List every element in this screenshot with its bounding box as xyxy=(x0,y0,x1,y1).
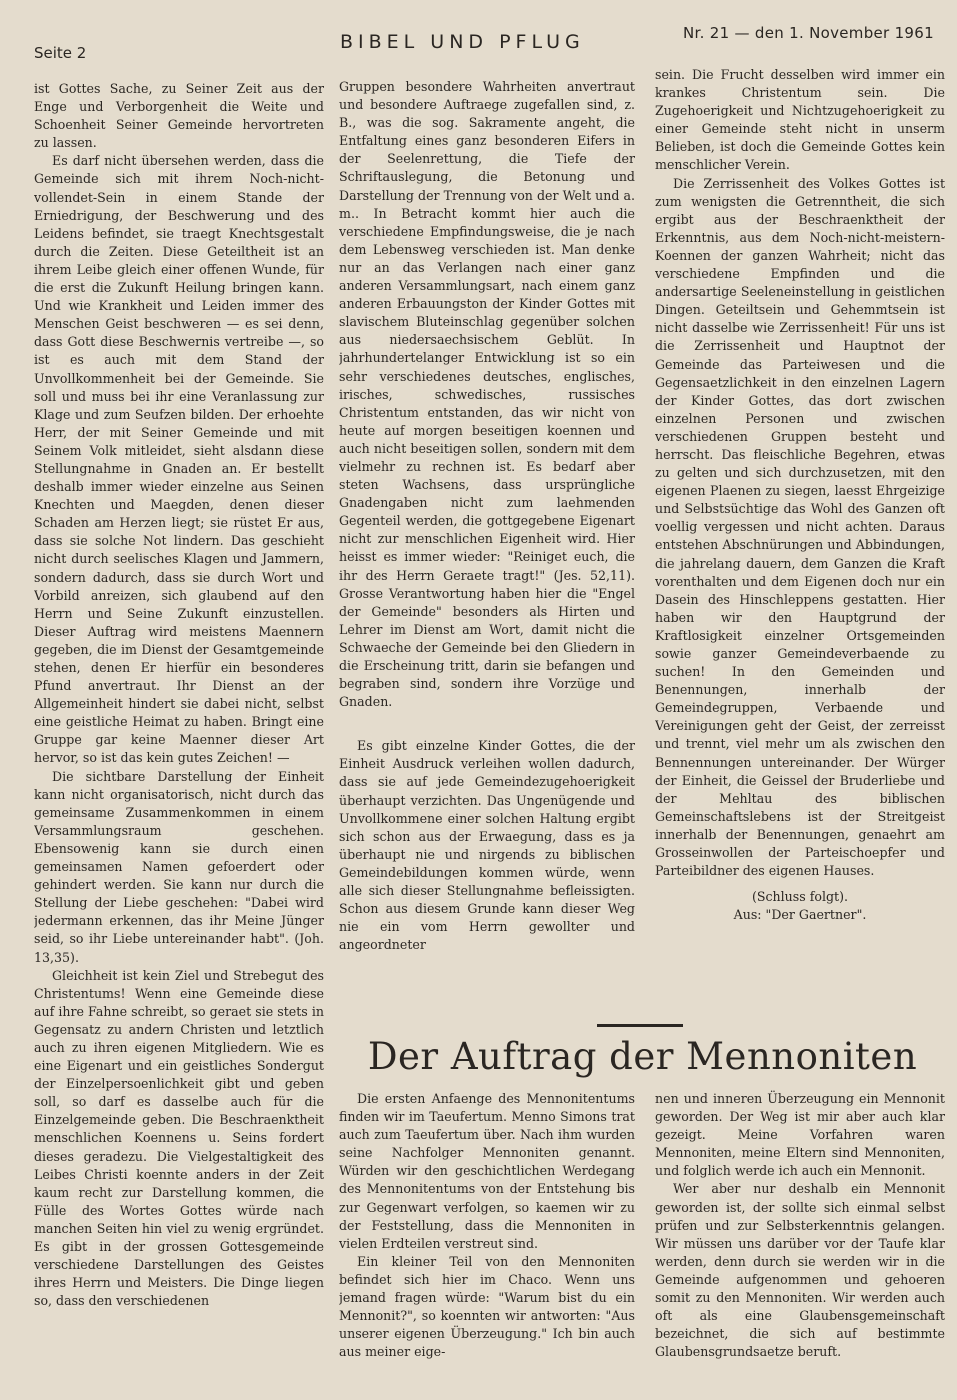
column-1 xyxy=(34,80,324,1370)
paragraph: Die Zerrissenheit des Volkes Gottes ist zum wenigsten die Getrenntheit, die sich ergibt aus der Beschraenktheit der Erkenntnis, aus dem Noch-nicht-meistern-Koennen der ganzen Wahrheit; nicht das verschiedene Empfinden und die andersartige Seeleneinstellung in geistlichen Dingen. Geteiltsein und Gehemmtsein ist nicht dasselbe wie Zerrissenheit! Für uns ist die Zerrissenheit und Hauptnot der Gemeinde das Parteiwesen und die Gegensaetzlichkeit in den einzelnen Lagern der Kinder Gottes, das dort zwischen einzelnen Personen und zwischen verschiedenen Gruppen besteht und herrscht. Das fleischliche Begehren, etwas zu gelten und sich durchzusetzen, mit den eigenen Plaenen zu siegen, laesst Ehrgeizige und Selbstsüchtige das Wohl des Ganzen oft voellig vergessen und nicht achten. Daraus entstehen Abschnürungen und Abbindungen, die jahrelang dauern, dem Ganzen die Kraft vorenthalten und dem Eigenen doch nur ein Dasein des Hinschleppens gestatten. Hier haben wir den Hauptgrund der Kraftlosigkeit einzelner Ortsgemeinden sowie ganzer Gemeindeverbaende zu suchen! In den Gemeinden und Benennungen, innerhalb der Gemeindegruppen, Verbaende und Vereinigungen geht der Geist, der zerreisst und trennt, viel mehr um als zwischen den Bennennungen untereinander. Der Würger der Einheit, die Geissel der Bruderliebe und der Mehltau des biblischen Gemeinschaftslebens ist der Streitgeist innerhalb der Benennungen, genaehrt am Grosseinwollen der Parteischoepfer und Parteibildner des eigenen Hauses. xyxy=(655,175,945,879)
paragraph: Die sichtbare Darstellung der Einheit kann nicht organisatorisch, nicht durch das gemeinsame Zusammenkommen in einem Versammlungsraum geschehen. Ebensowenig kann sie durch einen gemeinsamen Namen gefoerdert oder gehindert werden. Sie kann nur durch die Stellung der Liebe geschehen: "Dabei wird jedermann erkennen, das ihr Meine Jünger seid, so ihr Liebe untereinander habt". (Joh. 13,35). xyxy=(34,768,324,965)
page-number: Seite 2 xyxy=(34,44,87,62)
paragraph: Gleichheit ist kein Ziel und Strebegut des Christentums! Wenn eine Gemeinde diese auf ihre Fahne schreibt, so geraet sie stets in Gegensatz zu andern Christen und letztlich auch zu ihren eigenen Mitgliedern. Wie es eine Eigenart und ein geistliches Sondergut der Einzelpersoenlichkeit gibt und geben soll, so darf es dasselbe auch für die Einzelgemeinde geben. Die Beschraenktheit menschlichen Koennens u. Seins fordert dieses geradezu. Die Vielgestaltigkeit des Leibes Christi koennte anders in der Zeit kaum recht zur Darstellung kommen, die Fülle des Wortes Gottes würde nach manchen Seiten hin viel zu wenig ergründet. Es gibt in der grossen Gottesgemeinde verschiedene Darstellungen des Geistes ihres Herrn und Meisters. Die Dinge liegen so, dass den verschiedenen xyxy=(34,967,324,1309)
paragraph: Es darf nicht übersehen werden, dass die Gemeinde sich mit ihrem Noch-nicht-vollendet-Sein in einem Stande der Erniedrigung, der Beschwerung und des Leidens befindet, sie traegt Knechtsgestalt durch die Zeiten. Diese Geteiltheit ist an ihrem Leibe gleich einer offenen Wunde, für die erst die Zukunft Heilung bringen kann. Und wie Krankheit und Leiden immer des Menschen Geist beschweren — es sei denn, dass Gott diese Beschwernis vertreibe —, so ist es auch mit dem Stand der Unvollkommenheit bei der Gemeinde. Sie soll und muss bei ihr eine Veranlassung zur Klage und zum Seufzen bilden. Der erhoehte Herr, der mit Seiner Gemeinde und mit Seinem Volk mitleidet, sieht alsdann diese Stellungnahme in Gnaden an. Er bestellt deshalb immer wieder einzelne aus Seinen Knechten und Maegden, denen dieser Schaden am Herzen liegt; sie rüstet Er aus, dass sie solche Not lindern. Das geschieht nicht durch seelisches Klagen und Jammern, sondern dadurch, dass sie durch Wort und Vorbild anreizen, sich glaubend auf den Herrn und Seine Zukunft einzustellen. Dieser Auftrag wird meistens Maennern gegeben, die im Dienst der Gesamtgemeinde stehen, denen Er hierfür ein besonderes Pfund anvertraut. Ihr Dienst an der Allgemeinheit hindert sie dabei nicht, selbst eine geistliche Heimat zu haben. Bringt eine Gruppe gar keine Maenner dieser Art hervor, so ist das kein gutes Zeichen! — xyxy=(34,153,324,766)
column-4 xyxy=(339,1090,635,1380)
newspaper-title: BIBEL UND PFLUG xyxy=(340,31,585,53)
paragraph: Wer aber nur deshalb ein Mennonit geworden ist, der sollte sich einmal selbst prüfen und zur Selbsterkenntnis gelangen. Wir müssen uns darüber vor der Taufe klar werden, denn durch sie werden wir in die Gemeinde aufgenommen und gehoeren somit zu den Mennoniten. Wir werden auch oft als eine Glaubensgemeinschaft bezeichnet, die sich auf bestimmte Glaubensgrundsaetze beruft. xyxy=(655,1181,945,1360)
paragraph: Es gibt einzelne Kinder Gottes, die der Einheit Ausdruck verleihen wollen dadurch, dass sie auf jede Gemeindezugehoerigkeit überhaupt verzichten. Das Ungenügende und Unvollkommene einer solchen Haltung ergibt sich schon aus der Erwaegung, dass es ja überhaupt nie und nirgends zu biblischen Gemeindebildungen kommen würde, wenn alle sich dieser Stellungnahme befleissigten. Schon aus diesem Grunde kann dieser Weg nie ein vom Herrn gewollter und angeordneter xyxy=(339,738,635,953)
paragraph: nen und inneren Überzeugung ein Mennonit geworden. Der Weg ist mir aber auch klar gezeigt. Meine Vorfahren waren Mennoniten, meine Eltern sind Mennoniten, und folglich werde ich auch ein Mennonit. xyxy=(655,1091,945,1179)
column-2 xyxy=(339,78,635,1010)
source-note: Aus: "Der Gaertner". xyxy=(733,907,867,923)
article-title: Der Auftrag der Mennoniten xyxy=(367,1035,918,1078)
paragraph: Die ersten Anfaenge des Mennonitentums finden wir im Taeufertum. Menno Simons trat auch zum Taeufertum über. Nach ihm wurden seine Nachfolger Mennoniten genannt. Würden wir den geschichtlichen Werdegang des Mennonitentums von der Entstehung bis zur Gegenwart verfolgen, so kaemen wir zu der Feststellung, dass die Mennoniten in vielen Erdteilen verstreut sind. xyxy=(339,1091,635,1251)
paragraph: Gruppen besondere Wahrheiten anvertraut und besondere Auftraege zugefallen sind, z. B., was die sog. Sakramente angeht, die Entfaltung eines ganz besonderen Eifers in der Seelenrettung, die Tiefe der Schriftauslegung, die Betonung und Darstellung der Trennung von der Welt und a. m.. In Betracht kommt hier auch die verschiedene Empfindungsweise, die je nach dem Lebensweg verschieden ist. Man denke nur an das Verlangen nach einer ganz anderen Versammlungsart, nach einem ganz anderen Erbauungston der Kinder Gottes mit slavischem Blutеinschlag gegenüber solchen aus niedersaechsischem Geblüt. In jahrhundertelanger Entwicklung ist so ein sehr verschiedenes deutsches, englisches, irisches, schwedisches, russisches Christentum entstanden, das wir nicht von heute auf morgen beseitigen koennen und auch nicht beseitigen sollen, sondern mit dem vielmehr zu rechnen ist. Es bedarf aber steten Wachsens, dass ursprüngliche Gnadengaben nicht zum laehmenden Gegenteil werden, die gottgegebene Eigenart nicht zur menschlichen Eigenheit wird. Hier heisst es immer wieder: "Reiniget euch, die ihr des Herrn Geraete tragt!" (Jes. 52,11). Grosse Verantwortung haben hier die "Engel der Gemeinde" besonders als Hirten und Lehrer im Dienst am Wort, damit nicht die Schwaeche der Gemeinde bei den Gliedern in die Erscheinung tritt, darin sie befangen und begraben sind, sondern ihre Vorzüge und Gnaden. xyxy=(339,79,635,710)
paragraph: ist Gottes Sache, zu Seiner Zeit aus der Enge und Verborgenheit die Weite und Schoenheit Seiner Gemeinde hervortreten zu lassen. xyxy=(34,81,324,151)
to-be-continued-note: (Schluss folgt). xyxy=(751,889,849,905)
paragraph: sein. Die Frucht desselben wird immer ein krankes Christentum sein. Die Zugehoerigkeit und Nichtzugehoerigkeit zu einer Gemeinde steht nicht in unserm Belieben, ist doch die Gemeinde Gottes kein menschlicher Verein. xyxy=(655,67,945,173)
section-divider xyxy=(597,1024,683,1027)
column-5 xyxy=(655,1090,945,1380)
paragraph: Ein kleiner Teil von den Mennoniten befindet sich hier im Chaco. Wenn uns jemand fragen würde: "Warum bist du ein Mennonit?", so koennten wir antworten: "Aus unserer eigenen Überzeugung." Ich bin auch aus meiner eige- xyxy=(339,1253,635,1360)
issue-date: Nr. 21 — den 1. November 1961 xyxy=(683,24,934,42)
column-3 xyxy=(655,66,945,996)
